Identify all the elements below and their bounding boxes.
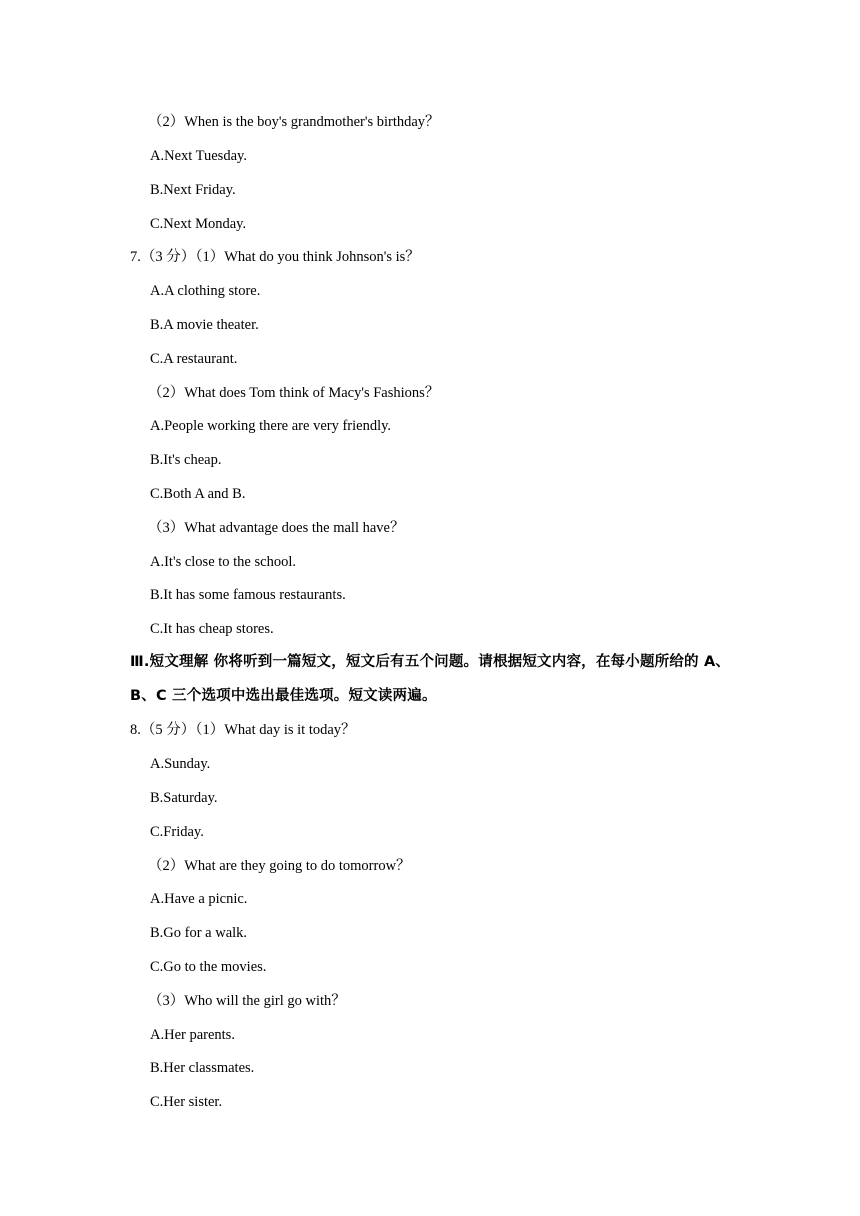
option-8-2-a: A.Have a picnic. (150, 891, 248, 907)
question-8-3: （3）Who will the girl go with？ (148, 993, 346, 1009)
option-8-3-c: C.Her sister. (150, 1094, 223, 1110)
option-8-1-c: C.Friday. (150, 824, 204, 840)
option-7-1-a: A.A clothing store. (150, 283, 261, 299)
question-8-1: 8.（5 分）（1）What day is it today？ (130, 722, 356, 738)
option-8-2-c: C.Go to the movies. (150, 959, 267, 975)
option-7-3-a: A.It's close to the school. (150, 554, 296, 570)
option-8-3-b: B.Her classmates. (150, 1060, 255, 1076)
question-7-3: （3）What advantage does the mall have？ (148, 520, 405, 536)
option-6-2-c: C.Next Monday. (150, 216, 247, 232)
option-7-2-a: A.People working there are very friendly. (150, 418, 392, 434)
option-6-2-b: B.Next Friday. (150, 182, 236, 198)
option-8-2-b: B.Go for a walk. (150, 925, 248, 941)
option-7-3-c: C.It has cheap stores. (150, 621, 274, 637)
option-7-1-c: C.A restaurant. (150, 351, 238, 367)
option-7-1-b: B.A movie theater. (150, 317, 259, 333)
option-7-2-b: B.It's cheap. (150, 452, 222, 468)
option-7-2-c: C.Both A and B. (150, 486, 246, 502)
option-7-3-b: B.It has some famous restaurants. (150, 587, 346, 603)
question-8-2: （2）What are they going to do tomorrow？ (148, 858, 411, 874)
option-8-1-a: A.Sunday. (150, 756, 211, 772)
question-7-1: 7.（3 分）（1）What do you think Johnson's is？ (130, 249, 420, 265)
option-6-2-a: A.Next Tuesday. (150, 148, 247, 164)
section-3-heading-line-1: Ⅲ.短文理解 你将听到一篇短文，短文后有五个问题。请根据短文内容，在每小题所给的 A、 (130, 654, 731, 670)
question-6-2: （2）When is the boy's grandmother's birthday？ (148, 114, 440, 130)
question-7-2: （2）What does Tom think of Macy's Fashions？ (148, 385, 440, 401)
option-8-3-a: A.Her parents. (150, 1027, 235, 1043)
section-3-heading-line-2: B、C 三个选项中选出最佳选项。短文读两遍。 (130, 688, 437, 704)
option-8-1-b: B.Saturday. (150, 790, 218, 806)
